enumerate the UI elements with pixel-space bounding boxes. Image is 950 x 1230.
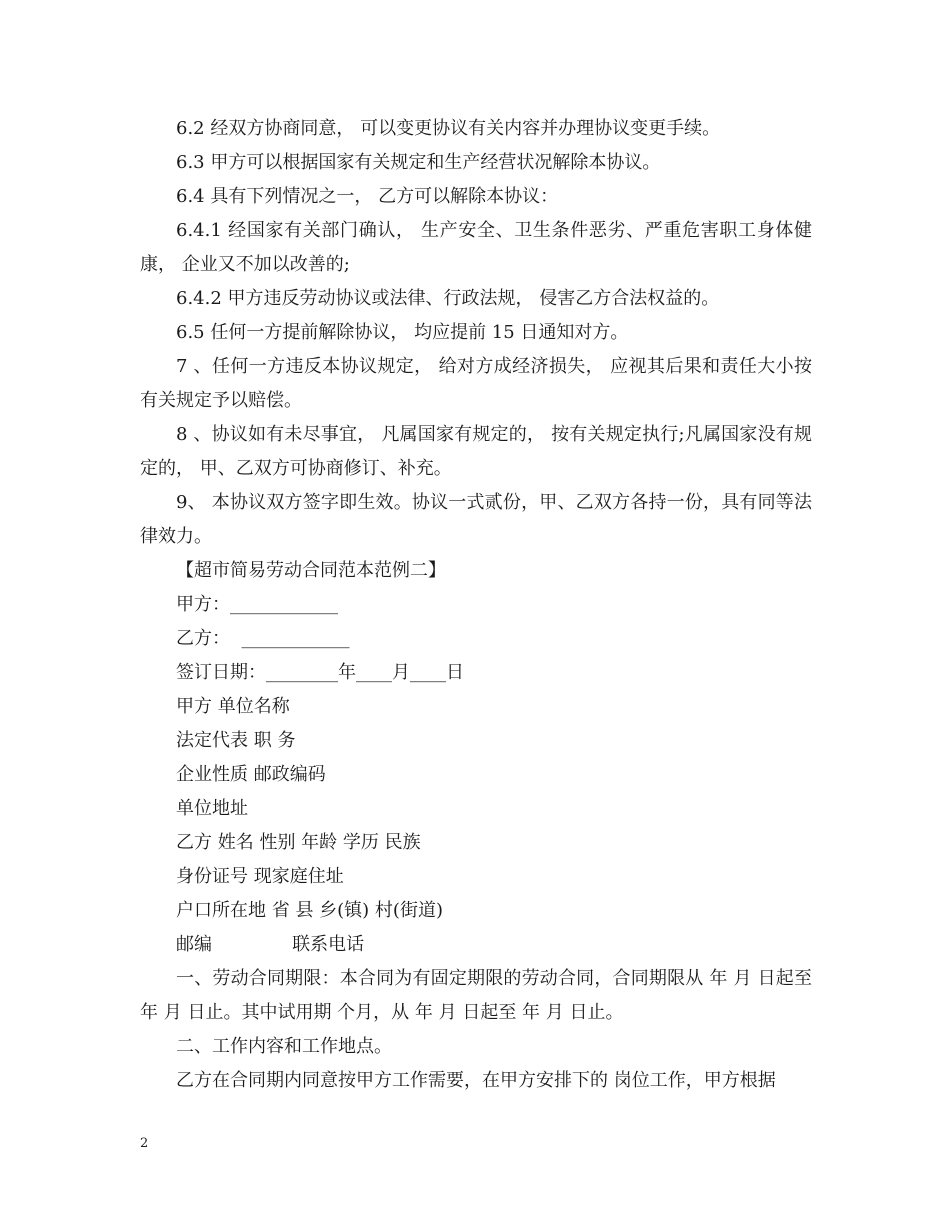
document-body	[140, 112, 818, 1098]
clause-6-4-1: 6.4.1 经国家有关部门确认， 生产安全、卫生条件恶劣、严重危害职工身体健康， 企业又不加以改善的;	[140, 220, 812, 275]
clause-6-4-2: 6.4.2 甲方违反劳动协议或法律、行政法规， 侵害乙方合法权益的。	[176, 288, 720, 309]
section-heading: 【超市简易劳动合同范本范例二】	[176, 560, 446, 581]
household-registration: 户口所在地 省 县 乡(镇) 村(街道)	[176, 900, 443, 921]
clause-6-2: 6.2 经双方协商同意， 可以变更协议有关内容并办理协议变更手续。	[176, 118, 721, 139]
page-number: 2	[140, 1136, 149, 1151]
party-a-unit-name: 甲方 单位名称	[176, 696, 290, 717]
sign-date-line: 签订日期：________年____月____日	[176, 662, 464, 683]
party-b-details: 乙方 姓名 性别 年龄 学历 民族	[176, 832, 421, 853]
unit-address: 单位地址	[176, 798, 248, 819]
article-1-term: 一、劳动合同期限：本合同为有固定期限的劳动合同，合同期限从 年 月 日起至 年 月 日止。其中试用期 个月，从 年 月 日起至 年 月 日止。	[140, 968, 818, 1023]
party-a-line: 甲方：____________	[176, 594, 338, 615]
article-2-body: 乙方在合同期内同意按甲方工作需要，在甲方安排下的 岗位工作，甲方根据	[176, 1070, 776, 1091]
postcode-phone: 邮编 联系电话	[176, 934, 365, 955]
party-b-line: 乙方： ____________	[176, 628, 350, 649]
clause-9: 9、 本协议双方签字即生效。协议一式贰份，甲、乙双方各持一份，具有同等法律效力。	[140, 492, 812, 547]
clause-6-5: 6.5 任何一方提前解除协议， 均应提前 15 日通知对方。	[176, 322, 629, 343]
clause-6-3: 6.3 甲方可以根据国家有关规定和生产经营状况解除本协议。	[176, 152, 661, 173]
enterprise-nature: 企业性质 邮政编码	[176, 764, 326, 785]
id-and-address: 身份证号 现家庭住址	[176, 866, 344, 887]
clause-6-4: 6.4 具有下列情况之一， 乙方可以解除本协议：	[176, 186, 559, 207]
legal-representative: 法定代表 职 务	[176, 730, 296, 751]
clause-8: 8 、协议如有未尽事宜， 凡属国家有规定的， 按有关规定执行;凡属国家没有规定的， 甲、乙双方可协商修订、补充。	[140, 424, 812, 479]
article-2-heading: 二、工作内容和工作地点。	[176, 1036, 392, 1057]
clause-7: 7 、任何一方违反本协议规定， 给对方成经济损失， 应视其后果和责任大小按有关规定予以赔偿。	[140, 356, 812, 411]
